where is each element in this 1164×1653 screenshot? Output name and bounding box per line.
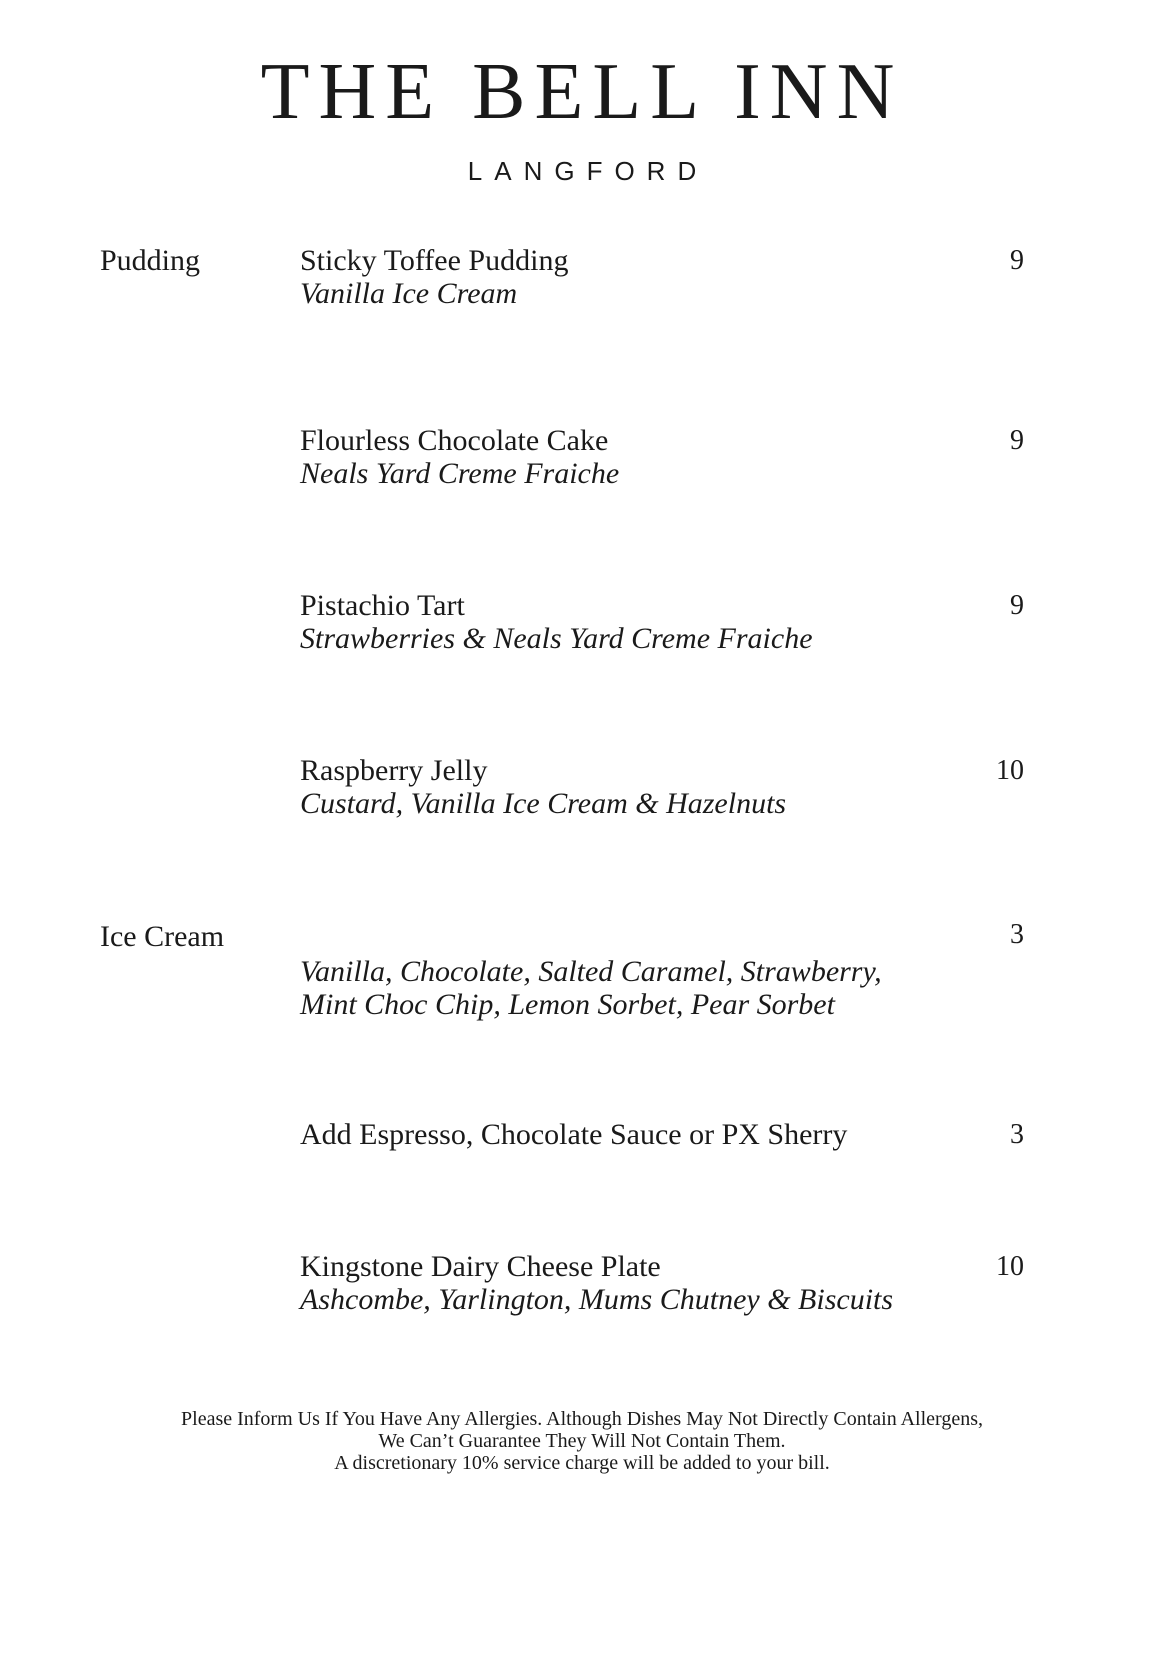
footer-line: Please Inform Us If You Have Any Allergies. Although Dishes May Not Directly Contain Allergens, [181,1408,983,1430]
menu-item [300,589,1020,655]
item-name: Raspberry Jelly [300,754,488,787]
item-price: 9 [1010,245,1024,276]
footer-line: A discretionary 10% service charge will be added to your bill. [334,1452,830,1474]
item-name: Add Espresso, Chocolate Sauce or PX Sherry [300,1118,848,1151]
item-description: Neals Yard Creme Fraiche [300,457,620,490]
menu-item [300,1118,1020,1151]
menu-item [300,424,1020,490]
item-price: 9 [1010,425,1024,456]
menu-item [300,1250,1020,1316]
item-name: Flourless Chocolate Cake [300,424,609,457]
allergy-notice [130,1408,1034,1474]
section-label-ice-cream: Ice Cream [100,920,225,953]
item-description: Strawberries & Neals Yard Creme Fraiche [300,622,813,655]
menu-item [300,754,1020,820]
location-name: LANGFORD [467,156,709,186]
item-description: Custard, Vanilla Ice Cream & Hazelnuts [300,787,787,820]
item-description: Vanilla, Chocolate, Salted Caramel, Strawberry, [300,955,882,988]
section-label-pudding: Pudding [100,244,201,277]
item-description: Mint Choc Chip, Lemon Sorbet, Pear Sorbet [300,988,835,1021]
restaurant-name: THE BELL INN [260,48,904,136]
item-price: 9 [1010,590,1024,621]
item-price: 10 [996,755,1024,786]
item-price: 3 [1010,919,1024,950]
menu-item [300,244,1020,310]
item-description: Ashcombe, Yarlington, Mums Chutney & Biscuits [300,1283,894,1316]
item-price: 3 [1010,1119,1024,1150]
footer-line: We Can’t Guarantee They Will Not Contain Them. [378,1430,786,1452]
item-price: 10 [996,1251,1024,1282]
item-description: Vanilla Ice Cream [300,277,518,310]
menu-item [300,955,1020,1021]
item-name: Kingstone Dairy Cheese Plate [300,1250,661,1283]
item-name: Sticky Toffee Pudding [300,244,569,277]
item-name: Pistachio Tart [300,589,465,622]
